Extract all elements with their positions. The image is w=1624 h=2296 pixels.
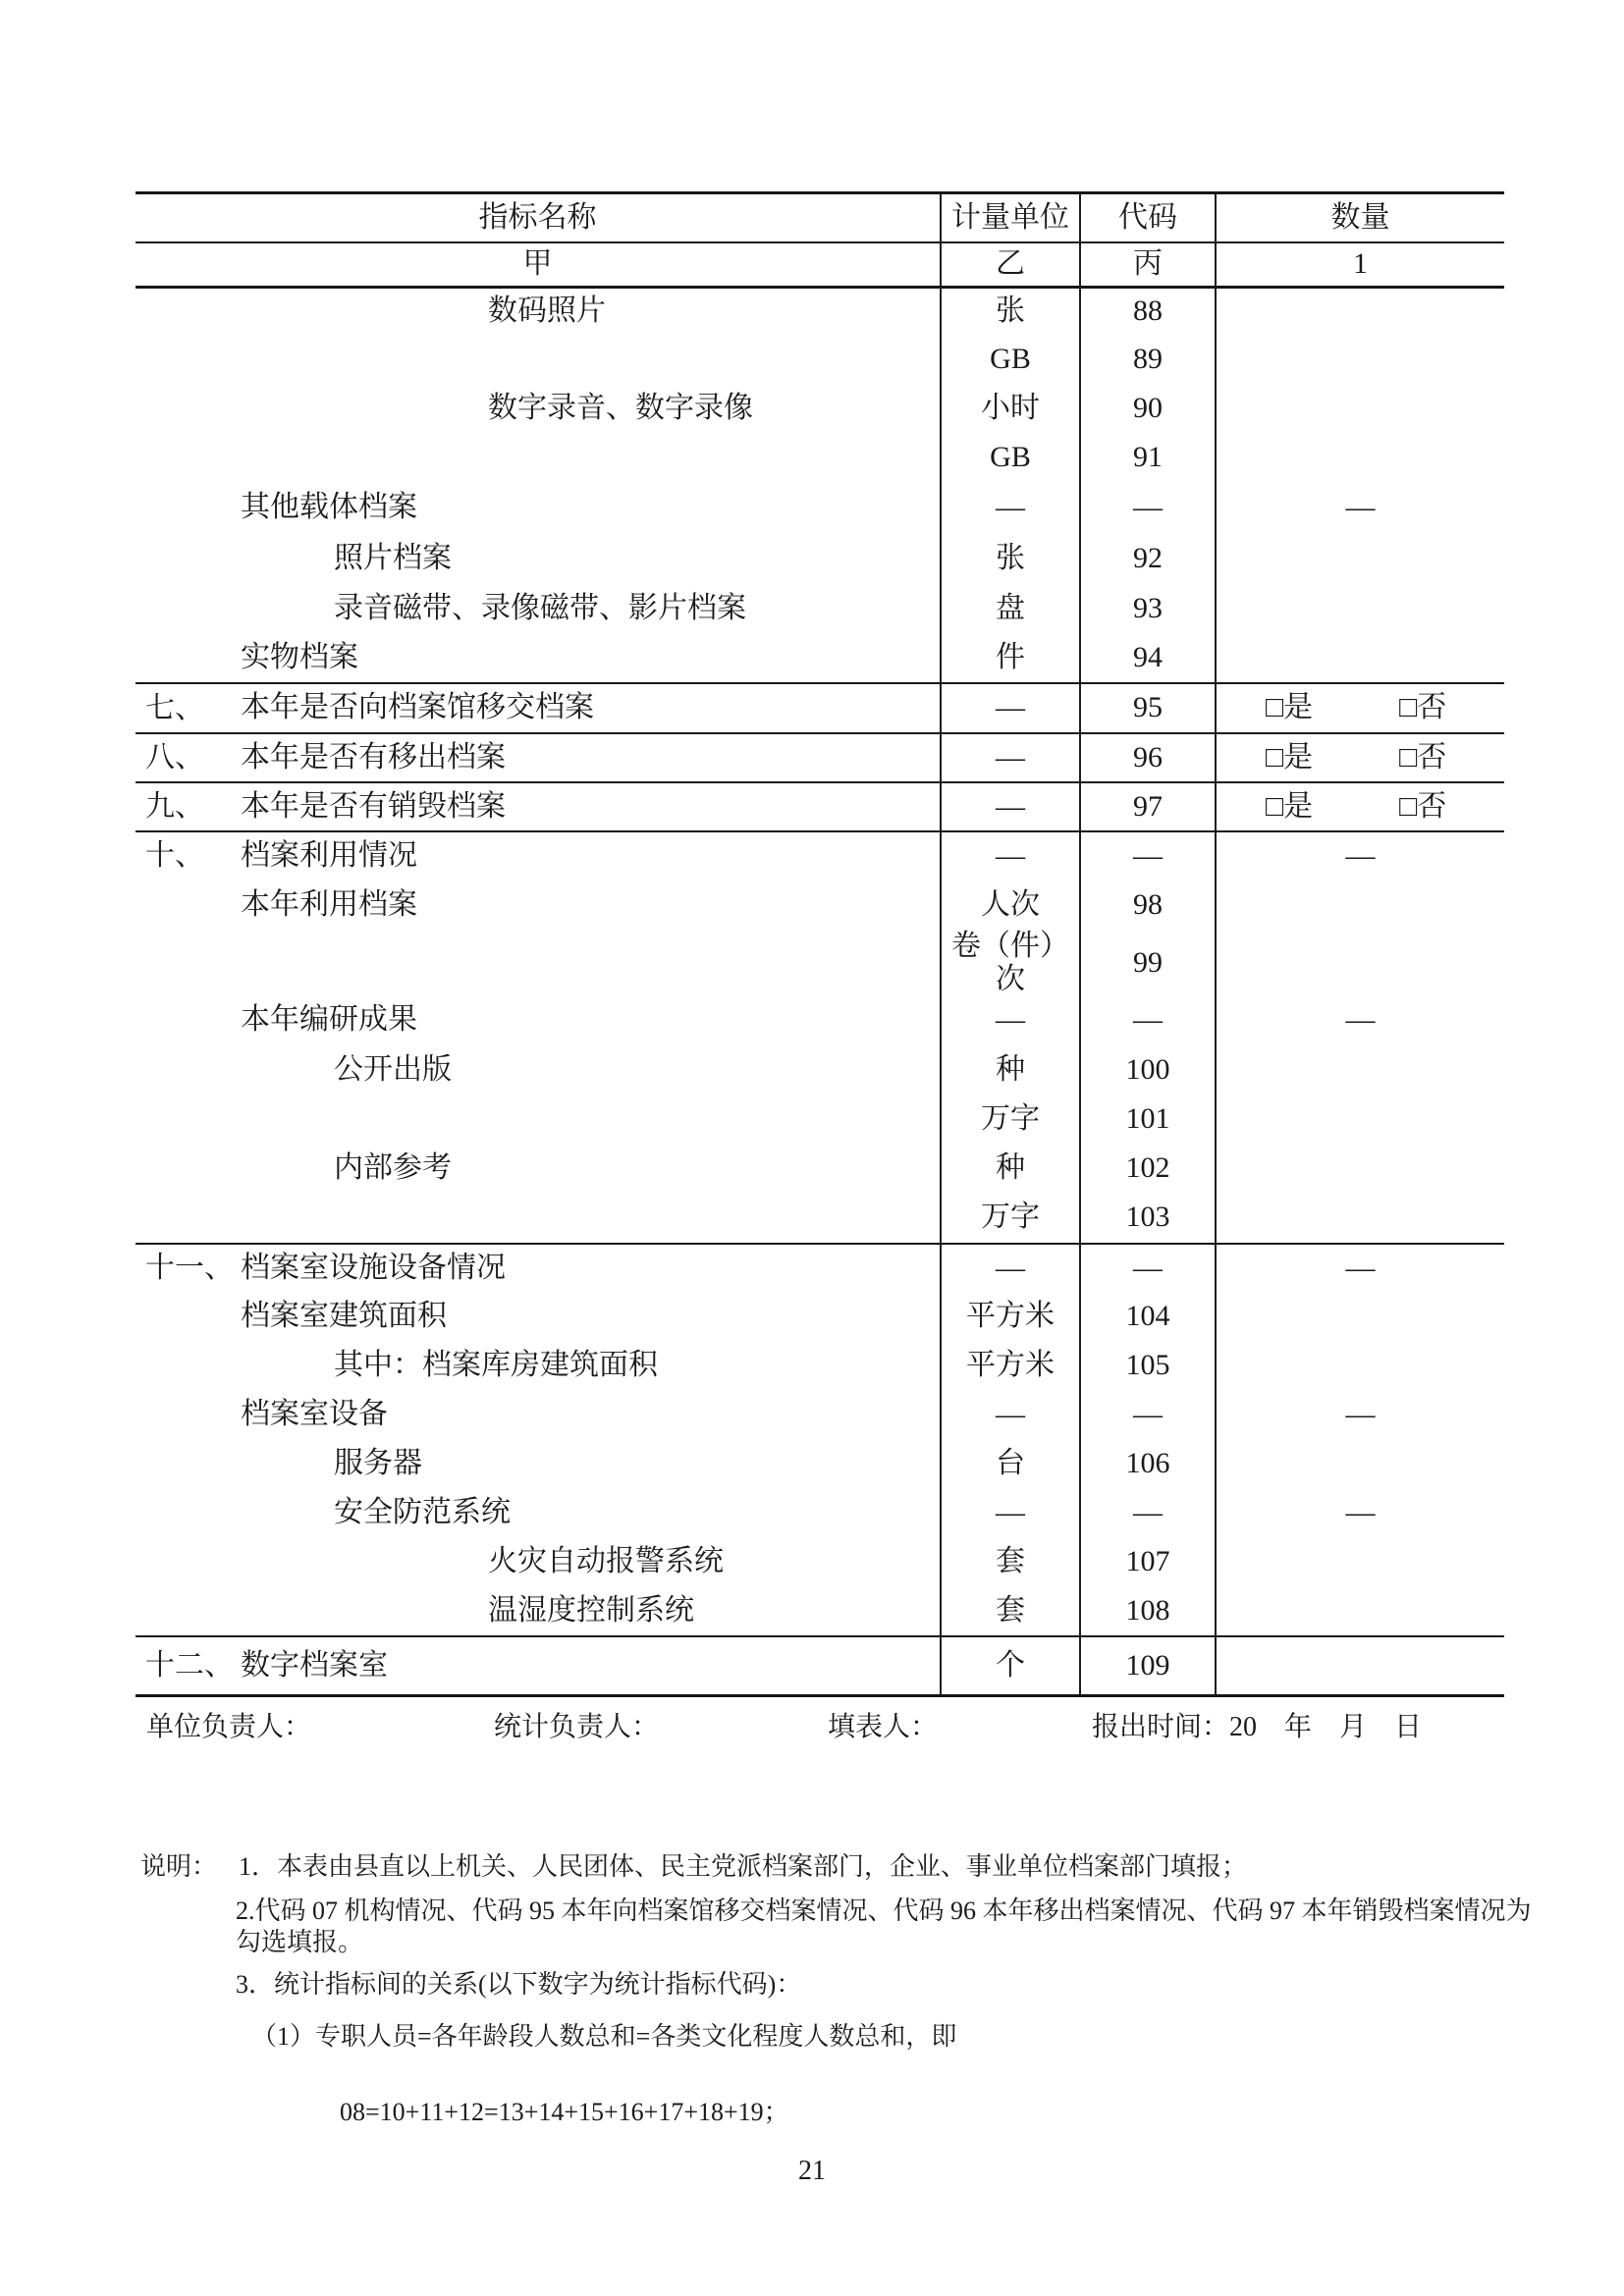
unit-cell: 平方米	[942, 1341, 1081, 1390]
table-header-row	[135, 194, 1504, 241]
unit-cell: GB	[942, 433, 1081, 482]
table-row	[135, 830, 1504, 880]
unit-cell: —	[942, 832, 1081, 880]
indicator-name-cell	[135, 684, 942, 732]
note-line-4: （1）专职人员=各年龄段人数总和=各类文化程度人数总和，即	[251, 2022, 957, 2051]
unit-cell: GB	[942, 335, 1081, 384]
indicator-label: 数字录音、数字录像	[488, 391, 753, 424]
indicator-name-cell	[135, 1488, 942, 1537]
checkbox-yes: □是	[1266, 740, 1314, 774]
quantity-cell: —	[1345, 838, 1376, 872]
note-line-5: 08=10+11+12=13+14+15+16+17+18+19；	[340, 2098, 789, 2126]
checkbox-yes: □是	[1266, 691, 1314, 724]
code-cell: 88	[1081, 289, 1217, 335]
code-cell: —	[1081, 482, 1217, 533]
header-indicator-name: 指标名称	[135, 194, 942, 241]
section-number: 八、	[145, 740, 204, 774]
unit-cell: —	[942, 734, 1081, 781]
unit-cell: 平方米	[942, 1292, 1081, 1341]
section-number: 十、	[145, 838, 204, 872]
table-row	[135, 1341, 1504, 1390]
quantity-cell	[1217, 684, 1504, 732]
indicator-name-cell	[135, 832, 942, 880]
header-quantity: 数量	[1330, 200, 1390, 234]
table-row	[135, 880, 1504, 931]
note-line-2: 2.代码 07 机构情况、代码 95 本年向档案馆移交档案情况、代码 96 本年移出档案情况、代码 97 本年销毁档案情况为	[236, 1896, 1532, 1925]
quantity-cell	[1217, 584, 1504, 633]
table-row	[135, 995, 1504, 1045]
quantity-cell: —	[1345, 1495, 1376, 1528]
unit-cell: 个	[942, 1637, 1081, 1694]
code-cell: 101	[1081, 1095, 1217, 1144]
table-row	[135, 1292, 1504, 1341]
table-row	[135, 482, 1504, 533]
section-number: 十二、	[145, 1648, 234, 1682]
table-row	[135, 1045, 1504, 1095]
unit-cell: 盘	[942, 584, 1081, 633]
unit-cell: —	[942, 1488, 1081, 1537]
table-row	[135, 633, 1504, 682]
code-cell: 91	[1081, 433, 1217, 482]
indicator-label: 数字档案室	[241, 1648, 388, 1682]
indicator-label: 其他载体档案	[241, 490, 417, 523]
code-cell: —	[1081, 1390, 1217, 1439]
header-unit: 计量单位	[942, 194, 1081, 241]
unit-cell: —	[942, 1390, 1081, 1439]
code-cell: —	[1081, 1245, 1217, 1292]
code-cell: 92	[1081, 533, 1217, 584]
unit-line: 卷（件）	[951, 929, 1069, 962]
quantity-cell	[1217, 1439, 1504, 1488]
indicator-name-cell	[135, 482, 942, 533]
indicator-label: 公开出版	[334, 1052, 452, 1086]
unit-cell: 张	[942, 533, 1081, 584]
table-row	[135, 1537, 1504, 1586]
quantity-cell	[1217, 335, 1504, 384]
indicator-label: 火灾自动报警系统	[488, 1544, 724, 1577]
table-row	[135, 1635, 1504, 1694]
section-number: 七、	[145, 691, 204, 724]
indicator-name-cell	[135, 433, 942, 482]
indicator-label: 档案利用情况	[241, 838, 417, 872]
indicator-label: 服务器	[334, 1446, 422, 1479]
indicator-label: 实物档案	[241, 640, 358, 673]
code-cell: 109	[1081, 1637, 1217, 1694]
unit-head-label: 单位负责人：	[146, 1712, 312, 1742]
quantity-cell	[1217, 289, 1504, 335]
indicator-label: 本年是否有销毁档案	[241, 789, 506, 823]
code-cell: 108	[1081, 1586, 1217, 1635]
indicator-name-cell	[135, 1245, 942, 1292]
notes-heading: 说明：	[140, 1852, 218, 1881]
subheader-bing: 丙	[1081, 243, 1217, 286]
indicator-name-cell	[135, 880, 942, 931]
table-row	[135, 433, 1504, 482]
quantity-cell: —	[1345, 1397, 1376, 1430]
quantity-cell	[1217, 734, 1504, 781]
indicator-label: 本年编研成果	[241, 1003, 417, 1037]
indicator-name-cell	[135, 335, 942, 384]
quantity-cell	[1217, 633, 1504, 682]
quantity-cell	[1217, 1045, 1504, 1095]
unit-cell: 万字	[942, 1193, 1081, 1243]
unit-cell: 台	[942, 1439, 1081, 1488]
indicator-label: 本年利用档案	[241, 887, 417, 921]
table-row	[135, 533, 1504, 584]
indicator-label: 温湿度控制系统	[488, 1593, 694, 1627]
quantity-cell	[1217, 1292, 1504, 1341]
unit-cell: 张	[942, 289, 1081, 335]
table-row	[135, 1488, 1504, 1537]
unit-cell: 种	[942, 1045, 1081, 1095]
indicator-label: 照片档案	[334, 541, 452, 574]
table-row	[135, 1439, 1504, 1488]
quantity-cell	[1217, 931, 1504, 995]
indicator-label: 其中：档案库房建筑面积	[334, 1348, 658, 1381]
code-cell: 105	[1081, 1341, 1217, 1390]
indicator-label: 安全防范系统	[334, 1495, 511, 1528]
indicator-label: 档案室建筑面积	[241, 1299, 447, 1332]
indicator-label: 档案室设备	[241, 1397, 388, 1430]
code-cell: 104	[1081, 1292, 1217, 1341]
quantity-cell	[1217, 1341, 1504, 1390]
indicator-name-cell	[135, 1292, 942, 1341]
code-cell: 90	[1081, 384, 1217, 433]
code-cell: —	[1081, 832, 1217, 880]
code-cell: 99	[1081, 931, 1217, 995]
indicator-name-cell	[135, 931, 942, 995]
indicator-name-cell	[135, 584, 942, 633]
indicator-name-cell	[135, 533, 942, 584]
code-cell: 93	[1081, 584, 1217, 633]
table-subheader-row	[135, 241, 1504, 286]
unit-cell: —	[942, 1245, 1081, 1292]
indicator-name-cell	[135, 995, 942, 1045]
section-number: 九、	[145, 789, 204, 823]
unit-cell: 套	[942, 1586, 1081, 1635]
code-cell: —	[1081, 995, 1217, 1045]
unit-cell: 万字	[942, 1095, 1081, 1144]
indicator-name-cell	[135, 633, 942, 682]
code-cell: 95	[1081, 684, 1217, 732]
unit-cell: —	[942, 684, 1081, 732]
checkbox-no: □否	[1399, 740, 1447, 774]
unit-line: 次	[996, 963, 1025, 995]
indicator-label: 内部参考	[334, 1150, 452, 1184]
indicators-table	[135, 191, 1504, 1697]
table-row	[135, 682, 1504, 732]
unit-cell: 种	[942, 1144, 1081, 1193]
checkbox-yes: □是	[1266, 789, 1314, 823]
stats-head-label: 统计负责人：	[494, 1712, 660, 1742]
code-cell: 96	[1081, 734, 1217, 781]
table-row	[135, 732, 1504, 781]
indicator-name-cell	[135, 1193, 942, 1243]
indicator-name-cell	[135, 734, 942, 781]
unit-cell: 小时	[942, 384, 1081, 433]
subheader-1: 1	[1353, 247, 1368, 281]
checkbox-no: □否	[1399, 691, 1447, 724]
quantity-cell	[1217, 1637, 1504, 1694]
quantity-cell	[1217, 1193, 1504, 1243]
quantity-cell	[1217, 1537, 1504, 1586]
header-code: 代码	[1081, 194, 1217, 241]
table-row	[135, 384, 1504, 433]
report-time-label: 报出时间：20 年 月 日	[1092, 1712, 1423, 1742]
table-row	[135, 1144, 1504, 1193]
quantity-cell	[1217, 1144, 1504, 1193]
indicator-name-cell	[135, 783, 942, 830]
unit-cell: —	[942, 482, 1081, 533]
quantity-cell	[1217, 433, 1504, 482]
table-row	[135, 931, 1504, 995]
code-cell: 100	[1081, 1045, 1217, 1095]
quantity-cell	[1217, 1586, 1504, 1635]
indicator-label: 数码照片	[488, 294, 606, 328]
code-cell: 103	[1081, 1193, 1217, 1243]
indicator-name-cell	[135, 1439, 942, 1488]
subheader-yi: 乙	[942, 243, 1081, 286]
unit-cell: 人次	[942, 880, 1081, 931]
indicator-label: 本年是否向档案馆移交档案	[241, 691, 594, 724]
indicator-name-cell	[135, 1537, 942, 1586]
table-row	[135, 584, 1504, 633]
table-row	[135, 335, 1504, 384]
quantity-cell: —	[1345, 1003, 1376, 1037]
note-line-1: 1．本表由县直以上机关、人民团体、民主党派档案部门，企业、事业单位档案部门填报；	[239, 1852, 1248, 1881]
indicator-name-cell	[135, 1095, 942, 1144]
indicator-name-cell	[135, 1586, 942, 1635]
quantity-cell	[1217, 533, 1504, 584]
code-cell: —	[1081, 1488, 1217, 1537]
checkbox-no: □否	[1399, 789, 1447, 823]
quantity-cell: —	[1345, 490, 1376, 523]
section-number: 十一、	[145, 1251, 234, 1284]
unit-cell: 件	[942, 633, 1081, 682]
quantity-cell	[1217, 384, 1504, 433]
unit-cell: —	[942, 995, 1081, 1045]
quantity-cell: —	[1345, 1251, 1376, 1284]
unit-cell: —	[942, 783, 1081, 830]
page-number: 21	[798, 2156, 826, 2186]
code-cell: 89	[1081, 335, 1217, 384]
quantity-cell	[1217, 1095, 1504, 1144]
indicator-name-cell	[135, 384, 942, 433]
form-filler-label: 填表人：	[828, 1712, 939, 1742]
quantity-cell	[1217, 783, 1504, 830]
subheader-jia: 甲	[135, 243, 942, 286]
unit-cell	[942, 931, 1081, 995]
table-row	[135, 781, 1504, 830]
indicator-name-cell	[135, 1637, 942, 1694]
indicator-name-cell	[135, 1045, 942, 1095]
table-row	[135, 1243, 1504, 1292]
table-row	[135, 1193, 1504, 1243]
indicator-label: 录音磁带、录像磁带、影片档案	[334, 591, 746, 624]
code-cell: 98	[1081, 880, 1217, 931]
quantity-cell	[1217, 880, 1504, 931]
table-row	[135, 1586, 1504, 1635]
code-cell: 102	[1081, 1144, 1217, 1193]
code-cell: 94	[1081, 633, 1217, 682]
code-cell: 97	[1081, 783, 1217, 830]
code-cell: 106	[1081, 1439, 1217, 1488]
indicator-label: 档案室设施设备情况	[241, 1251, 506, 1284]
code-cell: 107	[1081, 1537, 1217, 1586]
indicator-label: 本年是否有移出档案	[241, 740, 506, 774]
table-row	[135, 1095, 1504, 1144]
indicator-name-cell	[135, 1341, 942, 1390]
indicator-name-cell	[135, 289, 942, 335]
indicator-name-cell	[135, 1390, 942, 1439]
indicator-name-cell	[135, 1144, 942, 1193]
table-row	[135, 1390, 1504, 1439]
table-row	[135, 286, 1504, 335]
note-line-3: 3．统计指标间的关系(以下数字为统计指标代码)：	[236, 1970, 802, 1999]
note-line-2b: 勾选填报。	[236, 1928, 364, 1956]
unit-cell: 套	[942, 1537, 1081, 1586]
